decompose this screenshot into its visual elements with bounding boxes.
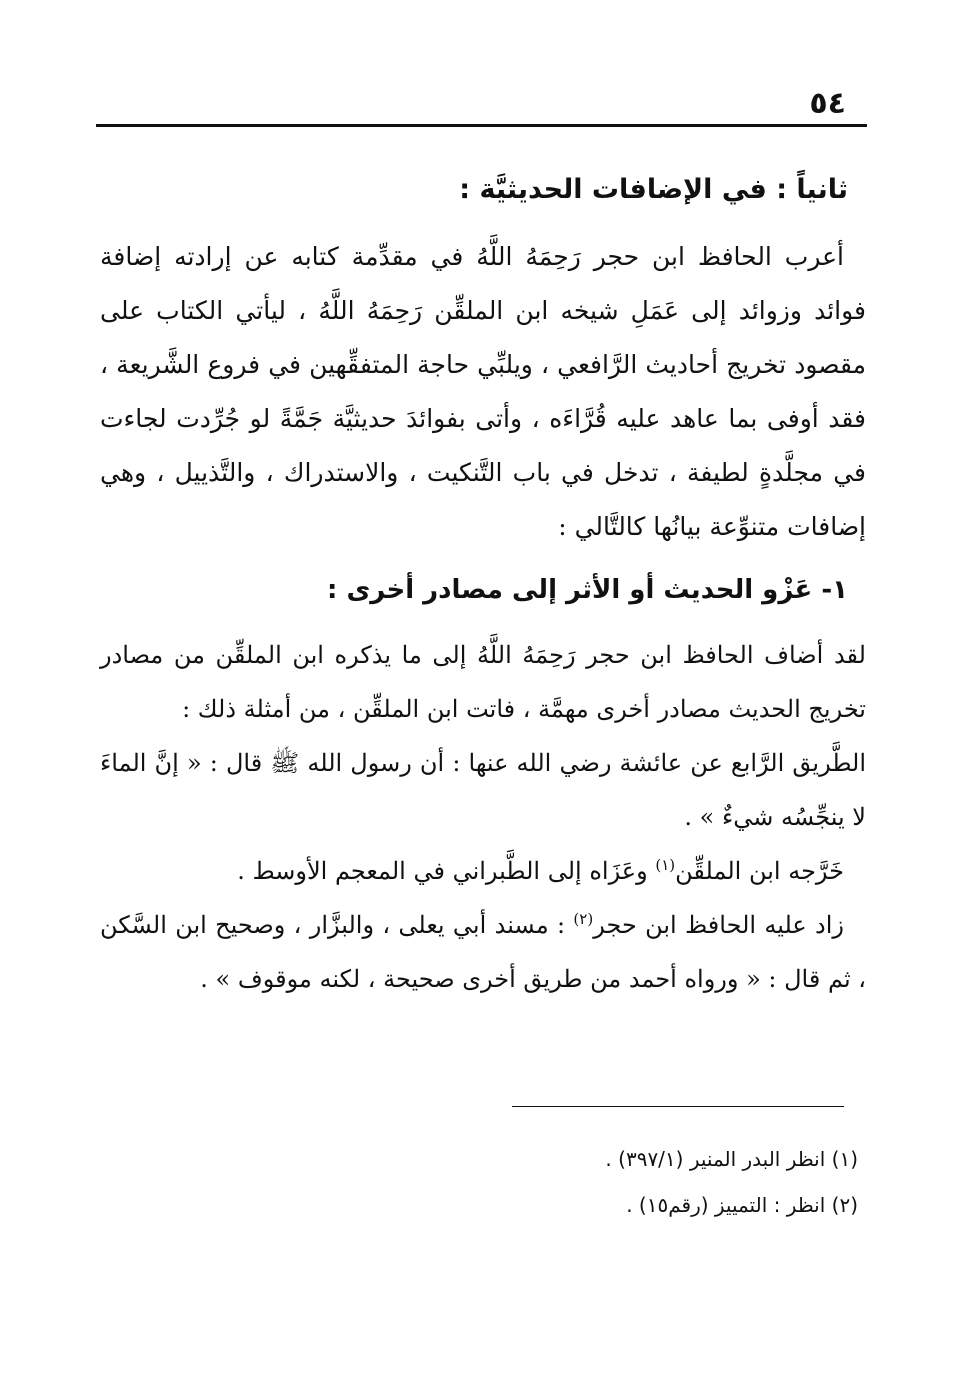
intro-paragraph: أعرب الحافظ ابن حجر رَحِمَهُ اللَّهُ في مقدِّمة كتابه عن إرادته إضافة فوائد وزوائد إلى عَمَلِ شيخه ابن الملقِّن رَحِمَهُ اللَّهُ ، ليأتي الكتاب على مقصود تخريج أحاديث الرَّافعي ، ويلبِّي حاجة المتفقِّهين في فروع الشَّريعة ، فقد أوفى بما عاهد عليه قُرَّاءَه ، وأتى بفوائدَ حديثيَّة جَمَّةً لو جُرِّدت لجاءت في مجلَّدةٍ لطيفة ، تدخل في باب التَّنكيت ، والاستدراك ، والتَّذييل ، وهي إضافات متنوِّعة بيانُها كالتَّالي : xyxy=(100,242,866,541)
section-heading: ثانياً : في الإضافات الحديثيَّة : xyxy=(459,174,848,205)
footnote-rule xyxy=(512,1106,844,1107)
footnote-ref-2[interactable]: (٢) xyxy=(573,910,594,928)
footnotes xyxy=(118,1136,858,1228)
subsection-heading: ١- عَزْو الحديث أو الأثر إلى مصادر أخرى : xyxy=(327,575,848,605)
text-segment: خَرَّجه ابن الملقِّن xyxy=(675,857,844,885)
footnote-2: (٢) انظر : التمييز (رقم١٥) . xyxy=(626,1193,858,1217)
footnote-1: (١) انظر البدر المنير (٣٩٧/١) . xyxy=(605,1147,858,1171)
footnote-ref-1[interactable]: (١) xyxy=(655,856,676,874)
main-content xyxy=(100,168,866,1006)
paragraph-ibn-hajar xyxy=(100,898,866,1006)
text-segment: : مسند أبي يعلى ، والبزَّار ، وصحيح ابن السَّكن ، ثم قال : « ورواه أحمد من طريق أخرى صحيحة ، لكنه موقوف » . xyxy=(100,911,866,993)
header-rule xyxy=(96,124,867,127)
page-number: ٥٤ xyxy=(809,86,846,121)
paragraph-additions: لقد أضاف الحافظ ابن حجر رَحِمَهُ اللَّهُ إلى ما يذكره ابن الملقِّن من مصادر تخريج الحديث مصادر أخرى مهمَّة ، فاتت ابن الملقِّن ، من أمثلة ذلك : xyxy=(100,641,866,723)
text-segment: زاد عليه الحافظ ابن حجر xyxy=(593,911,845,939)
paragraph-hadith: الطَّريق الرَّابع عن عائشة رضي الله عنها : أن رسول الله ﷺ قال : « إنَّ الماءَ لا ينجِّسُه شيءٌ » . xyxy=(100,749,866,831)
text-segment: وعَزَاه إلى الطَّبراني في المعجم الأوسط . xyxy=(237,857,656,885)
paragraph-ibn-mulaqqin xyxy=(100,844,866,898)
